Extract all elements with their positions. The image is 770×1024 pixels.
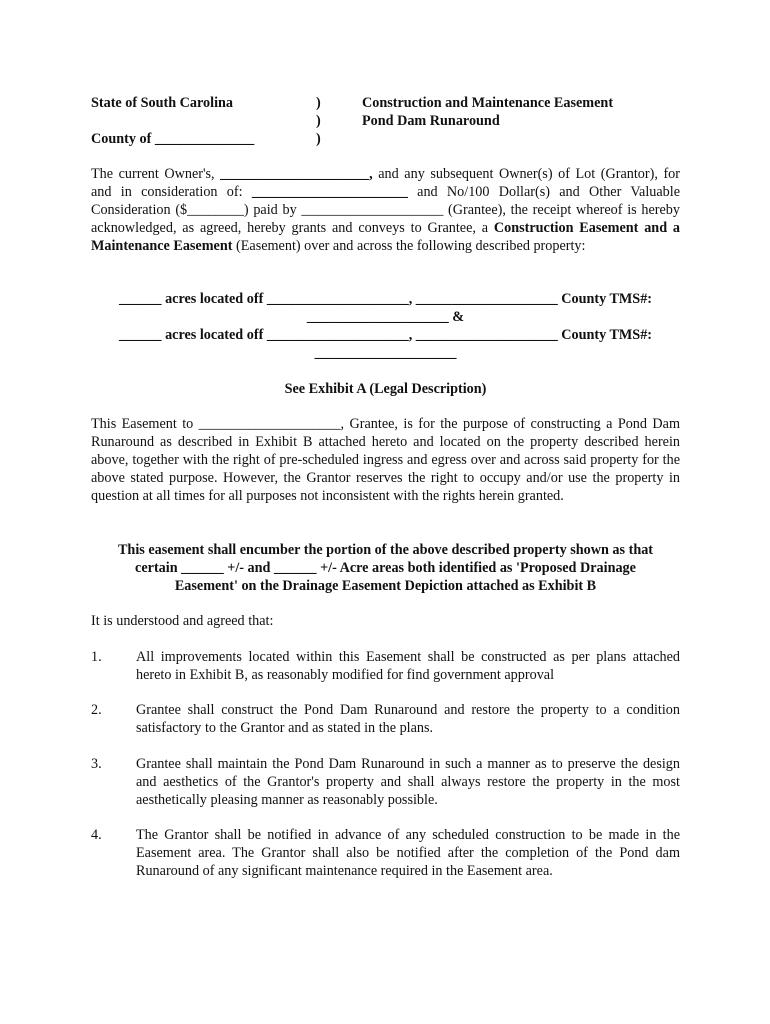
item-number: 3. bbox=[91, 756, 102, 772]
agreed-intro: It is understood and agreed that: bbox=[91, 613, 274, 629]
document-title bbox=[362, 94, 692, 130]
title-line-2: Pond Dam Runaround bbox=[362, 113, 500, 129]
item-text: All improvements located within this Easement shall be constructed as per plans attached hereto in Exhibit B, as reasonably modified for find government approval bbox=[136, 649, 680, 683]
amount-blank: ________ bbox=[187, 202, 244, 218]
item-number: 4. bbox=[91, 827, 102, 843]
caption-parentheses bbox=[316, 94, 328, 148]
acreage-line-1: ______ acres located off ____________________, ____________________ County TMS#: bbox=[118, 291, 653, 307]
exhibit-a-heading: See Exhibit A (Legal Description) bbox=[284, 381, 487, 397]
intro-text: and any subsequent Owner(s) of Lot (Grantor), for and in consideration of: bbox=[91, 166, 680, 200]
county-line: County of ______________ bbox=[91, 131, 255, 147]
intro-text: (Easement) over and across the following described property: bbox=[232, 238, 586, 254]
title-line-1: Construction and Maintenance Easement bbox=[362, 95, 614, 111]
acreage-line-3: ______ acres located off ____________________, ____________________ County TMS#: bbox=[118, 327, 653, 343]
consideration-blank: ______________________ bbox=[251, 184, 408, 200]
purpose-paragraph: This Easement to ____________________, Grantee, is for the purpose of constructing a Pond Dam Runaround as described in Exhibit B attached hereto and located on the property described herein above, together with the right of pre-scheduled ingress and egress over and across said property for the above stated purpose. However, the Grantor reserves the right to occupy and/or use the property in question at all times for all purposes not inconsistent with the rights herein granted. bbox=[91, 416, 680, 504]
easement-terms: Construction Easement and a Maintenance Easement bbox=[91, 220, 680, 254]
paren: ) bbox=[316, 95, 321, 111]
state-line: State of South Carolina bbox=[91, 95, 234, 111]
encumbrance-line-3: Easement' on the Drainage Easement Depiction attached as Exhibit B bbox=[174, 578, 597, 594]
encumbrance-line-1: This easement shall encumber the portion of the above described property shown as that bbox=[117, 542, 654, 558]
paren: ) bbox=[316, 131, 321, 147]
intro-text: ) paid by bbox=[243, 202, 302, 218]
item-text: Grantee shall maintain the Pond Dam Runaround in such a manner as to preserve the design and aesthetics of the Grantor's property and shall always restore the property in the most aesthetically pleasing manner as reasonably possible. bbox=[136, 756, 680, 808]
item-number: 1. bbox=[91, 649, 102, 665]
intro-text: (Grantee), the receipt whereof is hereby acknowledged, as agreed, hereby grants and conveys to Grantee, a bbox=[91, 202, 680, 236]
grant-paragraph bbox=[91, 165, 680, 255]
item-text: The Grantor shall be notified in advance of any scheduled construction to be made in the Easement area. The Grantor shall also be notified after the completion of the Pond dam Runaround of any significant maintenance required in the Easement area. bbox=[136, 827, 680, 879]
acreage-block bbox=[91, 290, 680, 362]
venue-block bbox=[91, 94, 291, 148]
grantee-blank: ____________________ bbox=[301, 202, 444, 218]
encumbrance-statement bbox=[91, 541, 680, 595]
paren: ) bbox=[316, 113, 321, 129]
intro-text: The current Owner's, bbox=[91, 166, 221, 182]
owner-blank: _____________________, bbox=[220, 166, 373, 182]
acreage-line-4: ____________________ bbox=[314, 345, 457, 361]
item-text: Grantee shall construct the Pond Dam Runaround and restore the property to a condition satisfactory to the Grantor and as stated in the plans. bbox=[136, 702, 680, 736]
item-number: 2. bbox=[91, 702, 102, 718]
intro-text: and No/100 Dollar(s) and Other Valuable Consideration ($ bbox=[91, 184, 680, 218]
encumbrance-line-2: certain ______ +/- and ______ +/- Acre areas both identified as 'Proposed Drainage bbox=[135, 560, 636, 576]
acreage-line-2: ____________________ & bbox=[306, 309, 465, 325]
